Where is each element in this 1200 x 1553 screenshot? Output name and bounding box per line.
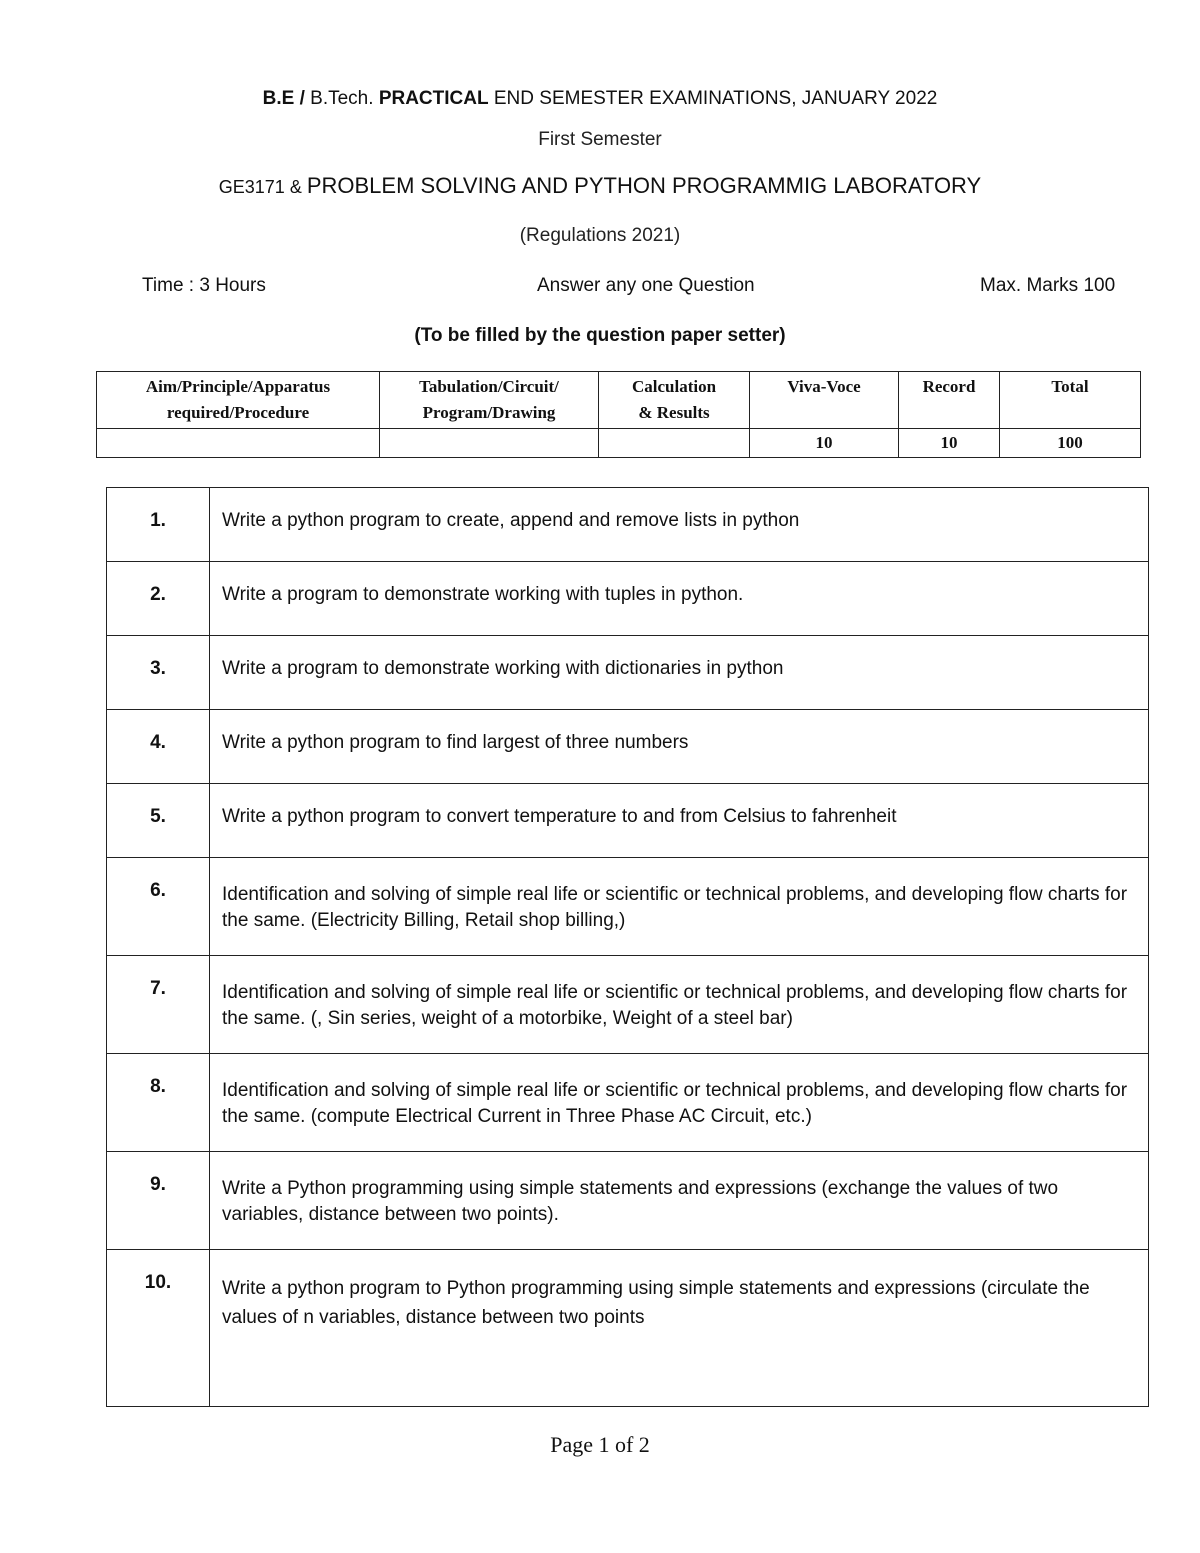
question-text: Write a python program to create, append and remove lists in python (210, 488, 1149, 562)
instruction-label: Answer any one Question (537, 275, 755, 296)
marks-header-cell: Aim/Principle/Apparatus required/Procedure (97, 372, 380, 429)
question-text: Write a python program to find largest of three numbers (210, 710, 1149, 784)
question-text: Identification and solving of simple real life or scientific or technical problems, and developing flow charts for the same. (compute Electrical Current in Three Phase AC Circuit, etc.) (210, 1054, 1149, 1152)
marks-value-cell (599, 429, 750, 458)
question-text: Identification and solving of simple real life or scientific or technical problems, and developing flow charts for the same. (Electricity Billing, Retail shop billing,) (210, 858, 1149, 956)
question-number: 3. (107, 636, 210, 710)
marks-value-cell (380, 429, 599, 458)
marks-value-row (97, 429, 1141, 458)
question-text: Write a python program to convert temperature to and from Celsius to fahrenheit (210, 784, 1149, 858)
question-text: Identification and solving of simple real life or scientific or technical problems, and developing flow charts for the same. (, Sin series, weight of a motorbike, Weight of a steel bar) (210, 956, 1149, 1054)
question-number: 1. (107, 488, 210, 562)
exam-title-rest: END SEMESTER EXAMINATIONS, JANUARY 2022 (488, 88, 938, 109)
question-number: 2. (107, 562, 210, 636)
question-number: 6. (107, 858, 210, 956)
course-code: GE3171 & (218, 177, 307, 197)
marks-table (96, 371, 1141, 458)
marks-value-cell: 10 (750, 429, 899, 458)
marks-header-row (97, 372, 1141, 429)
question-number: 8. (107, 1054, 210, 1152)
regulations-label: (Regulations 2021) (519, 225, 681, 246)
question-row (107, 858, 1149, 956)
question-row (107, 1152, 1149, 1250)
question-text: Write a python program to Python programming using simple statements and expressions (circulate the values of n variables, distance between two points (210, 1250, 1149, 1407)
question-row (107, 1054, 1149, 1152)
marks-value-cell: 100 (1000, 429, 1141, 458)
question-number: 4. (107, 710, 210, 784)
question-text: Write a program to demonstrate working with tuples in python. (210, 562, 1149, 636)
question-row (107, 784, 1149, 858)
question-number: 9. (107, 1152, 210, 1250)
setter-note: (To be filled by the question paper setter) (414, 325, 786, 346)
marks-header-cell: Tabulation/Circuit/ Program/Drawing (380, 372, 599, 429)
time-label: Time : 3 Hours (142, 275, 266, 296)
exam-title-degree: B.Tech. (310, 88, 379, 109)
exam-title-practical: PRACTICAL (378, 88, 489, 109)
question-row (107, 710, 1149, 784)
course-title (0, 173, 1200, 199)
question-row (107, 956, 1149, 1054)
marks-header-cell: Record (899, 372, 1000, 429)
question-row (107, 488, 1149, 562)
marks-value-cell (97, 429, 380, 458)
page-number: Page 1 of 2 (550, 1432, 650, 1457)
marks-header-cell: Viva-Voce (750, 372, 899, 429)
question-row (107, 636, 1149, 710)
question-text: Write a program to demonstrate working with dictionaries in python (210, 636, 1149, 710)
question-row (107, 1250, 1149, 1407)
course-name: PROBLEM SOLVING AND PYTHON PROGRAMMIG LABORATORY (306, 173, 982, 198)
semester-label: First Semester (538, 129, 662, 150)
question-row (107, 562, 1149, 636)
marks-header-cell: Total (1000, 372, 1141, 429)
question-number: 7. (107, 956, 210, 1054)
question-text: Write a Python programming using simple statements and expressions (exchange the values of two variables, distance between two points). (210, 1152, 1149, 1250)
marks-value-cell: 10 (899, 429, 1000, 458)
question-number: 10. (107, 1250, 210, 1407)
questions-table (106, 487, 1149, 1407)
marks-header-cell: Calculation & Results (599, 372, 750, 429)
max-marks-label: Max. Marks 100 (980, 275, 1116, 296)
question-number: 5. (107, 784, 210, 858)
exam-title-prefix: B.E / (262, 88, 311, 109)
exam-title (0, 88, 1200, 110)
